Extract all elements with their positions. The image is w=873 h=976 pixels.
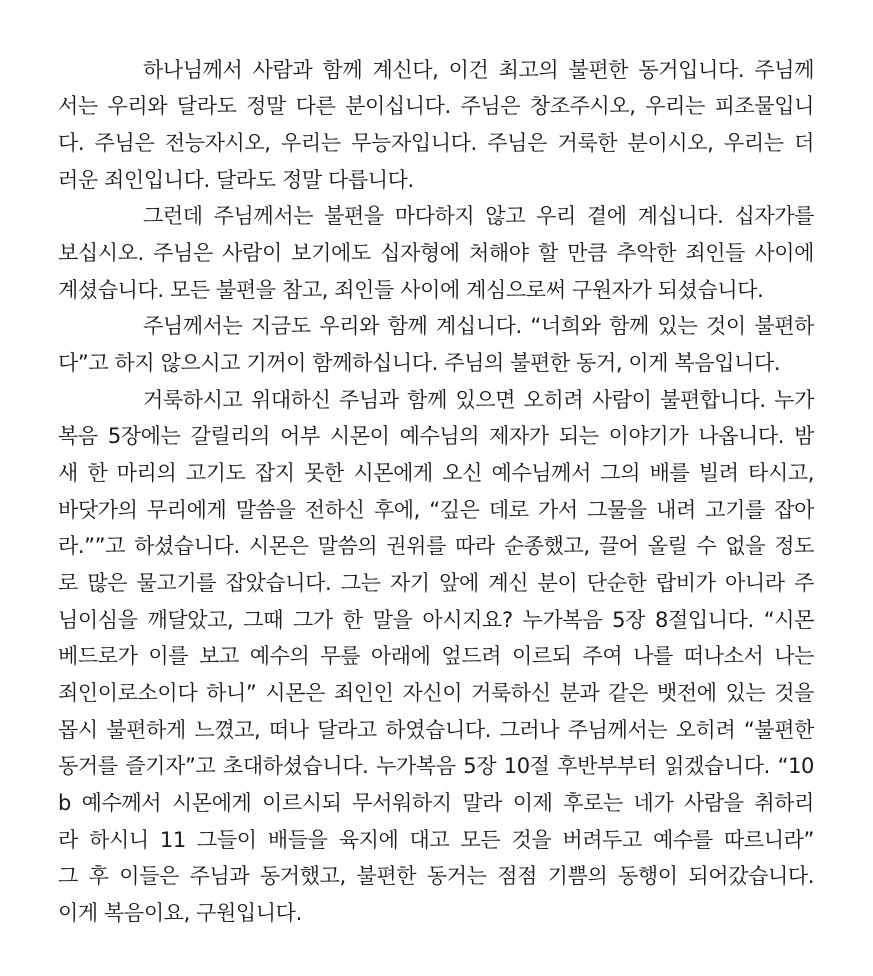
text-line: 복음 5장에는 갈릴리의 어부 시몬이 예수님의 제자가 되는 이야기가 나옵니다. 밤 bbox=[58, 424, 814, 448]
text-line: 다. 주님은 전능자시오, 우리는 무능자입니다. 주님은 거룩한 분이시오, 우리는 더 bbox=[58, 131, 814, 155]
text-line: 베드로가 이를 보고 예수의 무릎 아래에 엎드려 이르되 주여 나를 떠나소서 나는 bbox=[58, 644, 814, 668]
text-line: 거룩하시고 위대하신 주님과 함께 있으면 오히려 사람이 불편합니다. 누가 bbox=[143, 388, 814, 412]
text-line: 바닷가의 무리에게 말씀을 전하신 후에, “깊은 데로 가서 그물을 내려 고기를 잡아 bbox=[58, 498, 814, 522]
text-line: 그런데 주님께서는 불편을 마다하지 않고 우리 곁에 계십니다. 십자가를 bbox=[143, 204, 814, 228]
text-line: 다”고 하지 않으시고 기꺼이 함께하십니다. 주님의 불편한 동거, 이게 복음입니다. bbox=[58, 351, 781, 375]
text-line: 계셨습니다. 모든 불편을 참고, 죄인들 사이에 계심으로써 구원자가 되셨습니다. bbox=[58, 278, 764, 302]
text-line: 라.””고 하셨습니다. 시몬은 말씀의 권위를 따라 순종했고, 끌어 올릴 수 없을 정도 bbox=[58, 534, 814, 558]
text-line: b 예수께서 시몬에게 이르시되 무서워하지 말라 이제 후로는 네가 사람을 취하리 bbox=[58, 791, 814, 815]
text-line: 하나님께서 사람과 함께 계신다, 이건 최고의 불편한 동거입니다. 주님께 bbox=[143, 58, 814, 82]
text-line: 주님께서는 지금도 우리와 함께 계십니다. “너희와 함께 있는 것이 불편하 bbox=[143, 314, 814, 338]
text-line: 서는 우리와 달라도 정말 다른 분이십니다. 주님은 창조주시오, 우리는 피조물입니 bbox=[58, 94, 814, 118]
text-line: 이게 복음이요, 구원입니다. bbox=[58, 901, 302, 925]
text-line: 보십시오. 주님은 사람이 보기에도 십자형에 처해야 할 만큼 추악한 죄인들 사이에 bbox=[58, 241, 814, 265]
text-line: 라 하시니 11 그들이 배들을 육지에 대고 모든 것을 버려두고 예수를 따르니라” bbox=[58, 828, 814, 852]
text-line: 동거를 즐기자”고 초대하셨습니다. 누가복음 5장 10절 후반부부터 읽겠습니다. “10 bbox=[58, 754, 814, 778]
text-line: 님이심을 깨달았고, 그때 그가 한 말을 아시지요? 누가복음 5장 8절입니다. “시몬 bbox=[58, 608, 814, 632]
text-line: 몹시 불편하게 느꼈고, 떠나 달라고 하였습니다. 그러나 주님께서는 오히려 “불편한 bbox=[58, 718, 814, 742]
text-line: 러운 죄인입니다. 달라도 정말 다릅니다. bbox=[58, 168, 414, 192]
text-line: 죄인이로소이다 하니” 시몬은 죄인인 자신이 거룩하신 분과 같은 뱃전에 있는 것을 bbox=[58, 681, 814, 705]
text-line: 새 한 마리의 고기도 잡지 못한 시몬에게 오신 예수님께서 그의 배를 빌려 타시고, bbox=[58, 461, 814, 485]
text-line: 로 많은 물고기를 잡았습니다. 그는 자기 앞에 계신 분이 단순한 랍비가 아니라 주 bbox=[58, 571, 814, 595]
text-line: 그 후 이들은 주님과 동거했고, 불편한 동거는 점점 기쁨의 동행이 되어갔습니다. bbox=[58, 864, 814, 888]
